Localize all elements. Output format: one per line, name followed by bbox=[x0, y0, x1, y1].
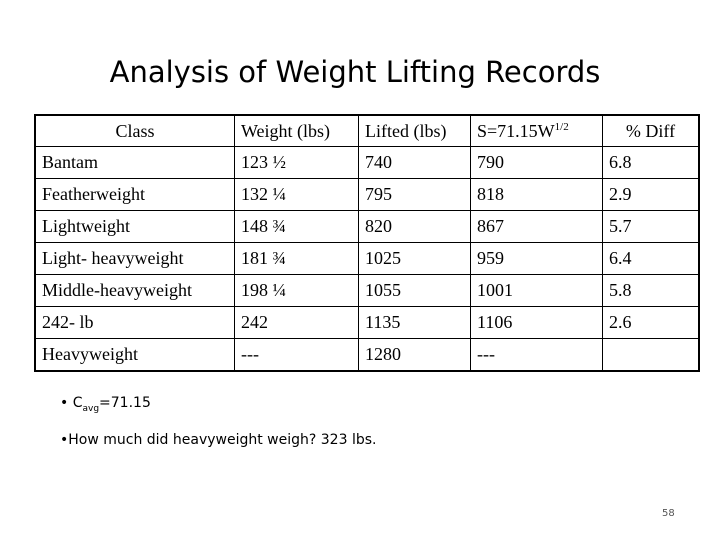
cell-weight: 242 bbox=[235, 307, 359, 339]
cell-lifted: 1135 bbox=[359, 307, 471, 339]
page-number: 58 bbox=[662, 508, 675, 519]
cell-s: 1001 bbox=[471, 275, 603, 307]
header-s-formula-text: S=71.15W bbox=[477, 120, 555, 141]
cell-class: Featherweight bbox=[35, 179, 235, 211]
cell-s: 818 bbox=[471, 179, 603, 211]
cell-weight: 198 ¼ bbox=[235, 275, 359, 307]
cell-diff: 5.7 bbox=[603, 211, 700, 243]
cell-class: Lightweight bbox=[35, 211, 235, 243]
cell-s: 959 bbox=[471, 243, 603, 275]
cell-lifted: 1280 bbox=[359, 339, 471, 372]
cell-class: Heavyweight bbox=[35, 339, 235, 372]
weight-lifting-records-table bbox=[34, 114, 700, 372]
cell-lifted: 1055 bbox=[359, 275, 471, 307]
cell-diff: 2.6 bbox=[603, 307, 700, 339]
cell-lifted: 795 bbox=[359, 179, 471, 211]
table-row bbox=[35, 147, 699, 179]
cell-diff: 5.8 bbox=[603, 275, 700, 307]
cell-weight: 123 ½ bbox=[235, 147, 359, 179]
table-row bbox=[35, 307, 699, 339]
cell-weight: --- bbox=[235, 339, 359, 372]
table-row bbox=[35, 211, 699, 243]
cell-weight: 181 ¾ bbox=[235, 243, 359, 275]
bullet-c-avg-prefix: • C bbox=[60, 395, 83, 411]
cell-diff: 2.9 bbox=[603, 179, 700, 211]
header-s-exponent: 1/2 bbox=[554, 120, 569, 133]
table-row bbox=[35, 243, 699, 275]
table-row bbox=[35, 275, 699, 307]
bullet-c-avg-subscript: avg bbox=[82, 403, 100, 414]
cell-class: Bantam bbox=[35, 147, 235, 179]
table-header-row bbox=[35, 115, 699, 147]
header-weight: Weight (lbs) bbox=[235, 115, 359, 147]
table-row bbox=[35, 339, 699, 372]
cell-diff: 6.8 bbox=[603, 147, 700, 179]
slide-title: Analysis of Weight Lifting Records bbox=[109, 55, 601, 89]
cell-s: 1106 bbox=[471, 307, 603, 339]
cell-s: 790 bbox=[471, 147, 603, 179]
header-class: Class bbox=[35, 115, 235, 147]
header-lifted: Lifted (lbs) bbox=[359, 115, 471, 147]
cell-class: Middle-heavyweight bbox=[35, 275, 235, 307]
cell-class: 242- lb bbox=[35, 307, 235, 339]
header-diff: % Diff bbox=[603, 115, 700, 147]
bullet-c-avg-value: =71.15 bbox=[99, 395, 151, 411]
cell-weight: 132 ¼ bbox=[235, 179, 359, 211]
cell-diff bbox=[603, 339, 700, 372]
bullet-c-avg bbox=[60, 395, 151, 414]
cell-diff: 6.4 bbox=[603, 243, 700, 275]
cell-lifted: 1025 bbox=[359, 243, 471, 275]
cell-s: --- bbox=[471, 339, 603, 372]
table-row bbox=[35, 179, 699, 211]
cell-s: 867 bbox=[471, 211, 603, 243]
cell-lifted: 740 bbox=[359, 147, 471, 179]
header-s-formula bbox=[471, 115, 603, 147]
cell-weight: 148 ¾ bbox=[235, 211, 359, 243]
bullet-heavyweight-question: •How much did heavyweight weigh? 323 lbs. bbox=[60, 432, 377, 448]
cell-lifted: 820 bbox=[359, 211, 471, 243]
cell-class: Light- heavyweight bbox=[35, 243, 235, 275]
